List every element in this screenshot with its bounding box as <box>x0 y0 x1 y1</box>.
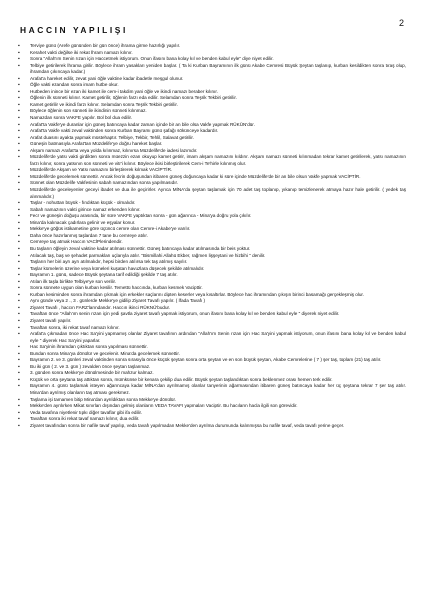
instruction-list-container <box>18 43 406 429</box>
list-item: ▪ Öğle vakti ezandan sonra imam hutbe okur. <box>18 82 406 89</box>
list-item: ▪ Müzdelife'de geceleyenler geceyi ibadet ve dua ile geçirirler. Ayrıca MİNA'da şeytan taşlamak için 70 adet taş toplanıp, yıkanıp temizlenerek atmaya hazır hale getirilir. ( yedek taş alınmalıdır.) <box>18 187 406 200</box>
list-item: ▪ Sonra sünnete uygun olan kurban kesilir. Temettü haccında, kurban kesmek Vacipttir. <box>18 285 406 292</box>
list-item: ▪ Taşlar - nohuttan büyük - fındıktan küçük - olmalıdır. <box>18 200 406 207</box>
list-item: ▪ Bundan sonra Mina'ya dönülür ve gecelenir. Mina'da gecelemek sünnettir. <box>18 351 406 358</box>
list-item: ▪ Hac Sa'yinin ihramdan çıktıktan sonra yapılması sünnettir. <box>18 344 406 351</box>
list-item: ▪ Tavaftan önce "Allah'ım senin rızan için yedi şavtla ziyaret tavafı yapmak istiyorum, onun ifasını bana kolay kıl ve benden kabul eyle " diyerek niyet edilir. <box>18 311 406 318</box>
list-item: ▪ Müzdelife'de Akşam ve Yatsı namazını birleştirerek kılmak VACİP'TİR. <box>18 167 406 174</box>
list-item: ▪ Sabah namazının vakti girince namaz erkenden kılınır. <box>18 207 406 214</box>
list-item: ▪ Müzdelife'de gecelemek sünnettir. Ancak fecrin doğuşundan itibaren güneş doğuncaya kadar ki süre içinde Müzdelife'de bir an bile olsun Vakfe yapmak VACİPTİR. <box>18 174 406 181</box>
list-item: ▪ Arafat'ta Vakfe'ye duranlar için güneş batıncaya kadar zaman içinde bir an bile olsa Vakfe yapmak RÜKÜN'dür. <box>18 122 406 129</box>
list-item: ▪ Öğlenin ilk sünneti kılınır. Kamet getirilir, öğlenin farzı eda edilir. Selamdan sonra Teşrik Tekbiri getirilir. <box>18 95 406 102</box>
page-number: 2 <box>398 18 404 28</box>
instruction-list <box>18 43 406 429</box>
list-item: ▪ Bu iki gün ( 2. ve 3. gün ) zevalden önce şeytan taşlanmaz. <box>18 364 406 371</box>
list-item: ▪ Müzdelife'de yatsı vakti girdikten sonra müezzin ezan okuyup kamet getirir, imam akşam namazını kıldırır. Akşam namazı sünneti kılınmadan tekrar kamet getirilerek, yatsı namazının farzı kılınır, sonra yatsının son sünneti ve vitr'i kılınır. Böylece ikisi birleştirilerek Cem-i Te'hirle kılınmış olur. <box>18 154 406 167</box>
list-item: ▪ Kerahet vakti değilse iki rekat İhram namazı kılınır. <box>18 50 406 57</box>
list-item: ▪ Taşlama işi tamamen bitip Mina'dan ayrıldıktan sonra Mekke'ye dönülür. <box>18 397 406 404</box>
list-item: ▪ 3. günden sonra Mekke'ye dönülmesinde bir mahzur kalmaz. <box>18 370 406 377</box>
list-item: ▪ Namazdan sonra VAKFE yapılır. Bol bol dua edilir. <box>18 115 406 122</box>
list-item: ▪ Tavaftan sonra iki rekat tavaf namazı kılınır, dua edilir. <box>18 416 406 423</box>
list-item: ▪ Taşlar kümelerin üzerine veya kümeleri kuşatan havuzlara düşecek şekilde atılmalıdır. <box>18 266 406 273</box>
list-item: ▪ Terviye günü (Arefe gününden bir gün önce) ihrama girme hazırlığı yapılır. <box>18 43 406 50</box>
list-item: ▪ Arafat'ta Vakfe vakti zeval vaktinden sonra Kurban Bayramı günü şafağı sökünceye kadardır. <box>18 128 406 135</box>
list-item: ▪ Güneşin batmasıyla Arafat'tan Müzdelife'ye doğru hareket başlar. <box>18 141 406 148</box>
list-item: ▪ Hutbeden inince bir ezan iki kamet ile cem-i takdim yani öğle ve ikindi namazı beraber kılınır. <box>18 89 406 96</box>
page-title: HACCIN YAPILIŞI <box>20 25 128 35</box>
list-item: ▪ Bu taşların öğleyin zeval vaktine kadar atılması sünnettir. Güneş batıncaya kadar atılmasında bir beis yoktur. <box>18 246 406 253</box>
list-item: ▪ Mekke'ye göğüs istikametine göre üçüncü cemre olan Cemre-i Akabe'ye varılır. <box>18 226 406 233</box>
list-item: ▪ Küçük ve orta şeytana taş attıktan sonra, mümkünse bir kenara çekilip dua edilir. Büyük şeytan taşlandıktan sonra beklenmez orası hemen terk edilir. <box>18 377 406 384</box>
list-item: ▪ Atılacak taş, baş ve şehadet parmakları uçlarıyla atılır. "Bismillahi Allahü Ekber, rağmen lişşeytani ve hizbihi " denilir. <box>18 253 406 260</box>
list-item: ▪ Daha önce hazırlanmış taşlardan 7 tane bu cemreye atılır. <box>18 233 406 240</box>
list-item: ▪ Telbiye getirilerek İhrama girilir. Böylece ihram yasakları yeniden başlar. ( Ta ki Kurban Bayramının ilk günü Akabe Cemresi Büyük Şeytan taşlanıp, kurban kesildikten sonra tıraş olup, ihramdan çıkıncaya kadar.) <box>18 63 406 76</box>
list-item: ▪ Böylece öğlenin son sünneti ile ikindinin sünneti kılınmaz. <box>18 108 406 115</box>
list-item: ▪ Mekke'den ayrılırken Mikat sınırları dışından gelmiş olanların VEDA TAVAFI yapmaları Vaciptir. Bu hacıların hacla ilgili son görevidir. <box>18 403 406 410</box>
list-item: ▪ Ziyaret Tavafı , haccın FARZ'larındandır. Haccın ikinci RÜKNÜ'budur. <box>18 305 406 312</box>
list-item: ▪ Tavaftan sonra, iki rekat tavaf namazı kılınır. <box>18 325 406 332</box>
list-item: ▪ Mina'da kalınacak çadırlara gelinir ve eşyalar konur. <box>18 220 406 227</box>
list-item: ▪ Fecr ve güneşin doğuşu arasında, bir süre VAKFE yaptıktan sonra - gün ağarınca - Mina'ya doğru yola çıkılır. <box>18 213 406 220</box>
list-item: ▪ Veda tavafına niyetlenir tıpkı diğer tavaflar gibi ifa edilir. <box>18 410 406 417</box>
list-item: ▪ Ziyaret tavafından sonra bir nafile tavaf yapılıp, veda tavafı yapılmadan Mekke'den ayrılma durumunda kalınmışsa bu nafile tavaf, veda tavafı yerine geçer. <box>18 423 406 430</box>
list-item: ▪ Sünnet olan Müzdelife Vakfesinin sabah namazından sonra yapılmasıdır. <box>18 180 406 187</box>
list-item: ▪ Bayramın 4. günü taşlamak isteyen ağarıncaya kadar MİNA'dan ayrılmamış olanlar tanyerinin ağarmasından itibaren güneş batıncaya kadar her üç şeytana tekrar 7 şer taş atılır. Mina'dan ayrılmış olanların taş atması gerekmez. <box>18 383 406 396</box>
list-item: ▪ Sonra "Allah'ım Senin rızan için Haccetmek istiyorum. Onun ifasını bana kolay kıl ve benden kabul eyle" diye niyet edilir. <box>18 56 406 63</box>
list-item: ▪ Taşların her biri ayrı ayrı atılmalıdır, hepsi birden atılırsa tek taş atılmış sayılır. <box>18 259 406 266</box>
list-item: ▪ Ziyaret tavafı yapılır. <box>18 318 406 325</box>
list-item: ▪ Akşam namazı Arafat'ta veya yolda kılınmaz, kılınırsa Müzdelife'de iadesi lazımdır. <box>18 148 406 155</box>
list-item: ▪ Kamet getirilir ve ikindi farzı kılınır. Selamdan sonra Teşrik Tekbiri getirilir. <box>18 102 406 109</box>
list-item: ▪ Arafat duasını ayakta yapmak müstehaptır. Telbiye, Tekbir, Tehlil, Salavat getirilir. <box>18 135 406 142</box>
list-item: ▪ Cemreye taş atmak Haccın VACİPlerindendir. <box>18 239 406 246</box>
list-item: ▪ Arafat'a çıkmadan önce Hac Sa'yini yapmamış olanlar Ziyaret tavafının ardından "Allah'ım Senin rızan için Hac Sa'yini yapmak istiyorum, onun ifasını bana kolay kıl ve benden kabul eyle " diyerek Hac Sa'yini yaparlar. <box>18 331 406 344</box>
list-item: ▪ Atılan ilk taşla birlikte Telbiye'ye son verilir. <box>18 279 406 286</box>
list-item: ▪ Kurban kesiminden sonra ihramdan çıkmak için erkekler saçlarını dipten keserler veya kısaltırlar. Böylece hac ihramından çıkışın birinci basamağı gerçekleşmiş olur. <box>18 292 406 299</box>
list-item: ▪ Aynı günde veya 2 ., 3 . günlerde Mekke'ye gidilip Ziyaret Tavafı yapılır. ( İfada Tavafı ) <box>18 298 406 305</box>
list-item: ▪ Bayramın 2. ve 3. günleri zeval vaktinden sonra sırasıyla önce küçük şeytan sonra orta şeytan ve en son büyük şeytan, Akabe Cemrelerine ( 7 ) şer taş, toplam (21) taş atılır. <box>18 357 406 364</box>
list-item: ▪ Arafat'a hareket edilir, zevat yani öğle vaktine kadar ibadetle meşgul olunur. <box>18 76 406 83</box>
list-item: ▪ Bayramın 1. günü, sadece Büyük şeytana tarif edildiği şekilde 7 taş atılır. <box>18 272 406 279</box>
